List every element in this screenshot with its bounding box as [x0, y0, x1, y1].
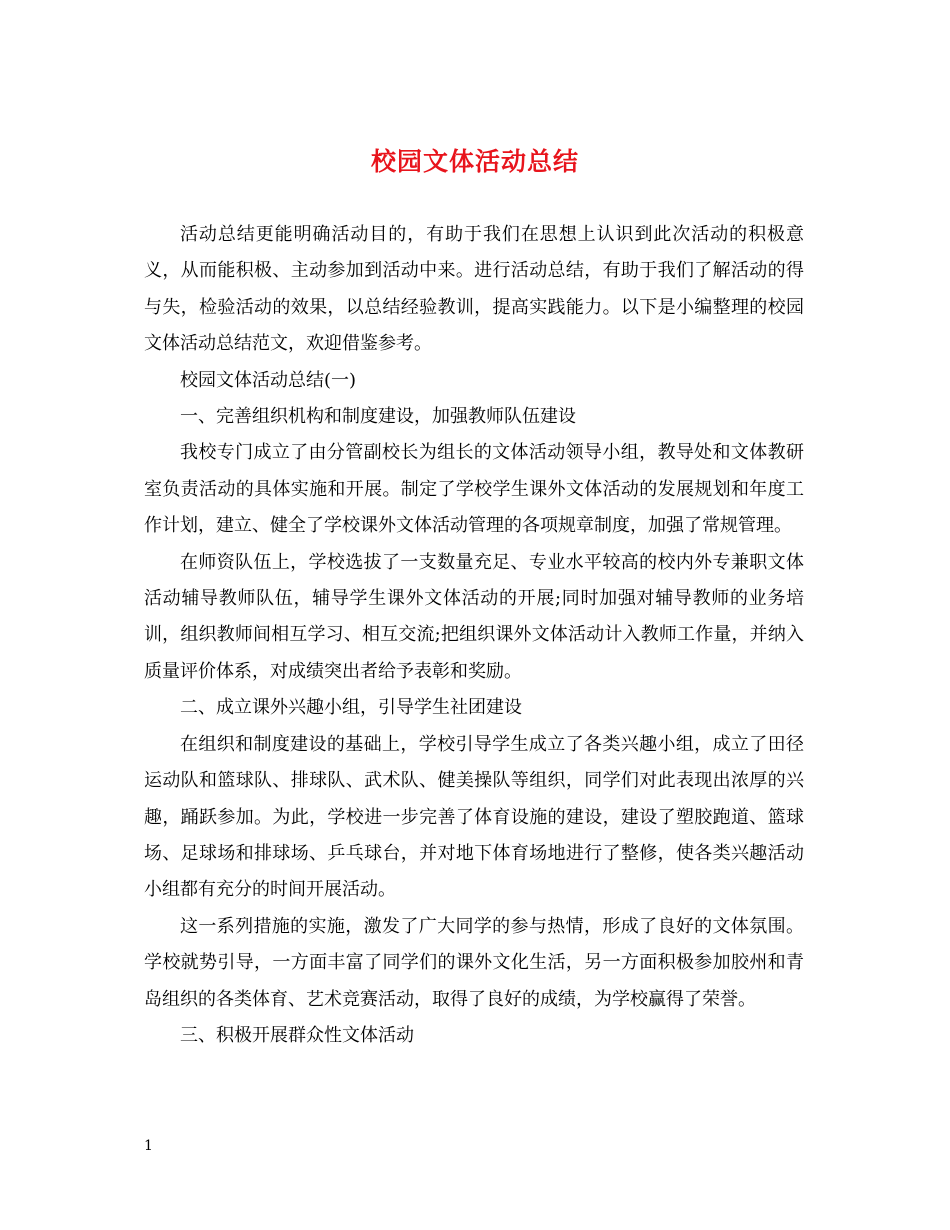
heading-one: 一、完善组织机构和制度建设，加强教师队伍建设	[180, 406, 576, 428]
document-title: 校园文体活动总结	[370, 147, 579, 176]
page-number: 1	[144, 1138, 153, 1154]
section-title: 校园文体活动总结(一)	[180, 369, 357, 391]
body-paragraph: 在师资队伍上，学校选拔了一支数量充足、专业水平较高的校内外专兼职文体活动辅导教师队伍，辅导学生课外文体活动的开展;同时加强对辅导教师的业务培训，组织教师间相互学习、相互交流;把组织课外文体活动计入教师工作量，并纳入质量评价体系，对成绩突出者给予表彰和奖励。	[144, 551, 804, 682]
body-paragraph: 这一系列措施的实施，激发了广大同学的参与热情，形成了良好的文体氛围。学校就势引导，一方面丰富了同学们的课外文化生活，另一方面积极参加胶州和青岛组织的各类体育、艺术竞赛活动，取得了良好的成绩，为学校赢得了荣誉。	[144, 915, 804, 1010]
document-body	[144, 217, 804, 1054]
body-paragraph: 在组织和制度建设的基础上，学校引导学生成立了各类兴趣小组，成立了田径运动队和篮球队、排球队、武术队、健美操队等组织，同学们对此表现出浓厚的兴趣，踊跃参加。为此，学校进一步完善了体育设施的建设，建设了塑胶跑道、篮球场、足球场和排球场、乒乓球台，并对地下体育场地进行了整修，使各类兴趣活动小组都有充分的时间开展活动。	[144, 733, 804, 901]
heading-two: 二、成立课外兴趣小组，引导学生社团建设	[180, 697, 522, 719]
intro-paragraph: 活动总结更能明确活动目的，有助于我们在思想上认识到此次活动的积极意义，从而能积极、主动参加到活动中来。进行活动总结，有助于我们了解活动的得与失，检验活动的效果，以总结经验教训，提高实践能力。以下是小编整理的校园文体活动总结范文，欢迎借鉴参考。	[144, 224, 804, 355]
heading-three: 三、积极开展群众性文体活动	[180, 1024, 414, 1046]
body-paragraph: 我校专门成立了由分管副校长为组长的文体活动领导小组，教导处和文体教研室负责活动的具体实施和开展。制定了学校学生课外文体活动的发展规划和年度工作计划，建立、健全了学校课外文体活动管理的各项规章制度，加强了常规管理。	[144, 442, 804, 537]
